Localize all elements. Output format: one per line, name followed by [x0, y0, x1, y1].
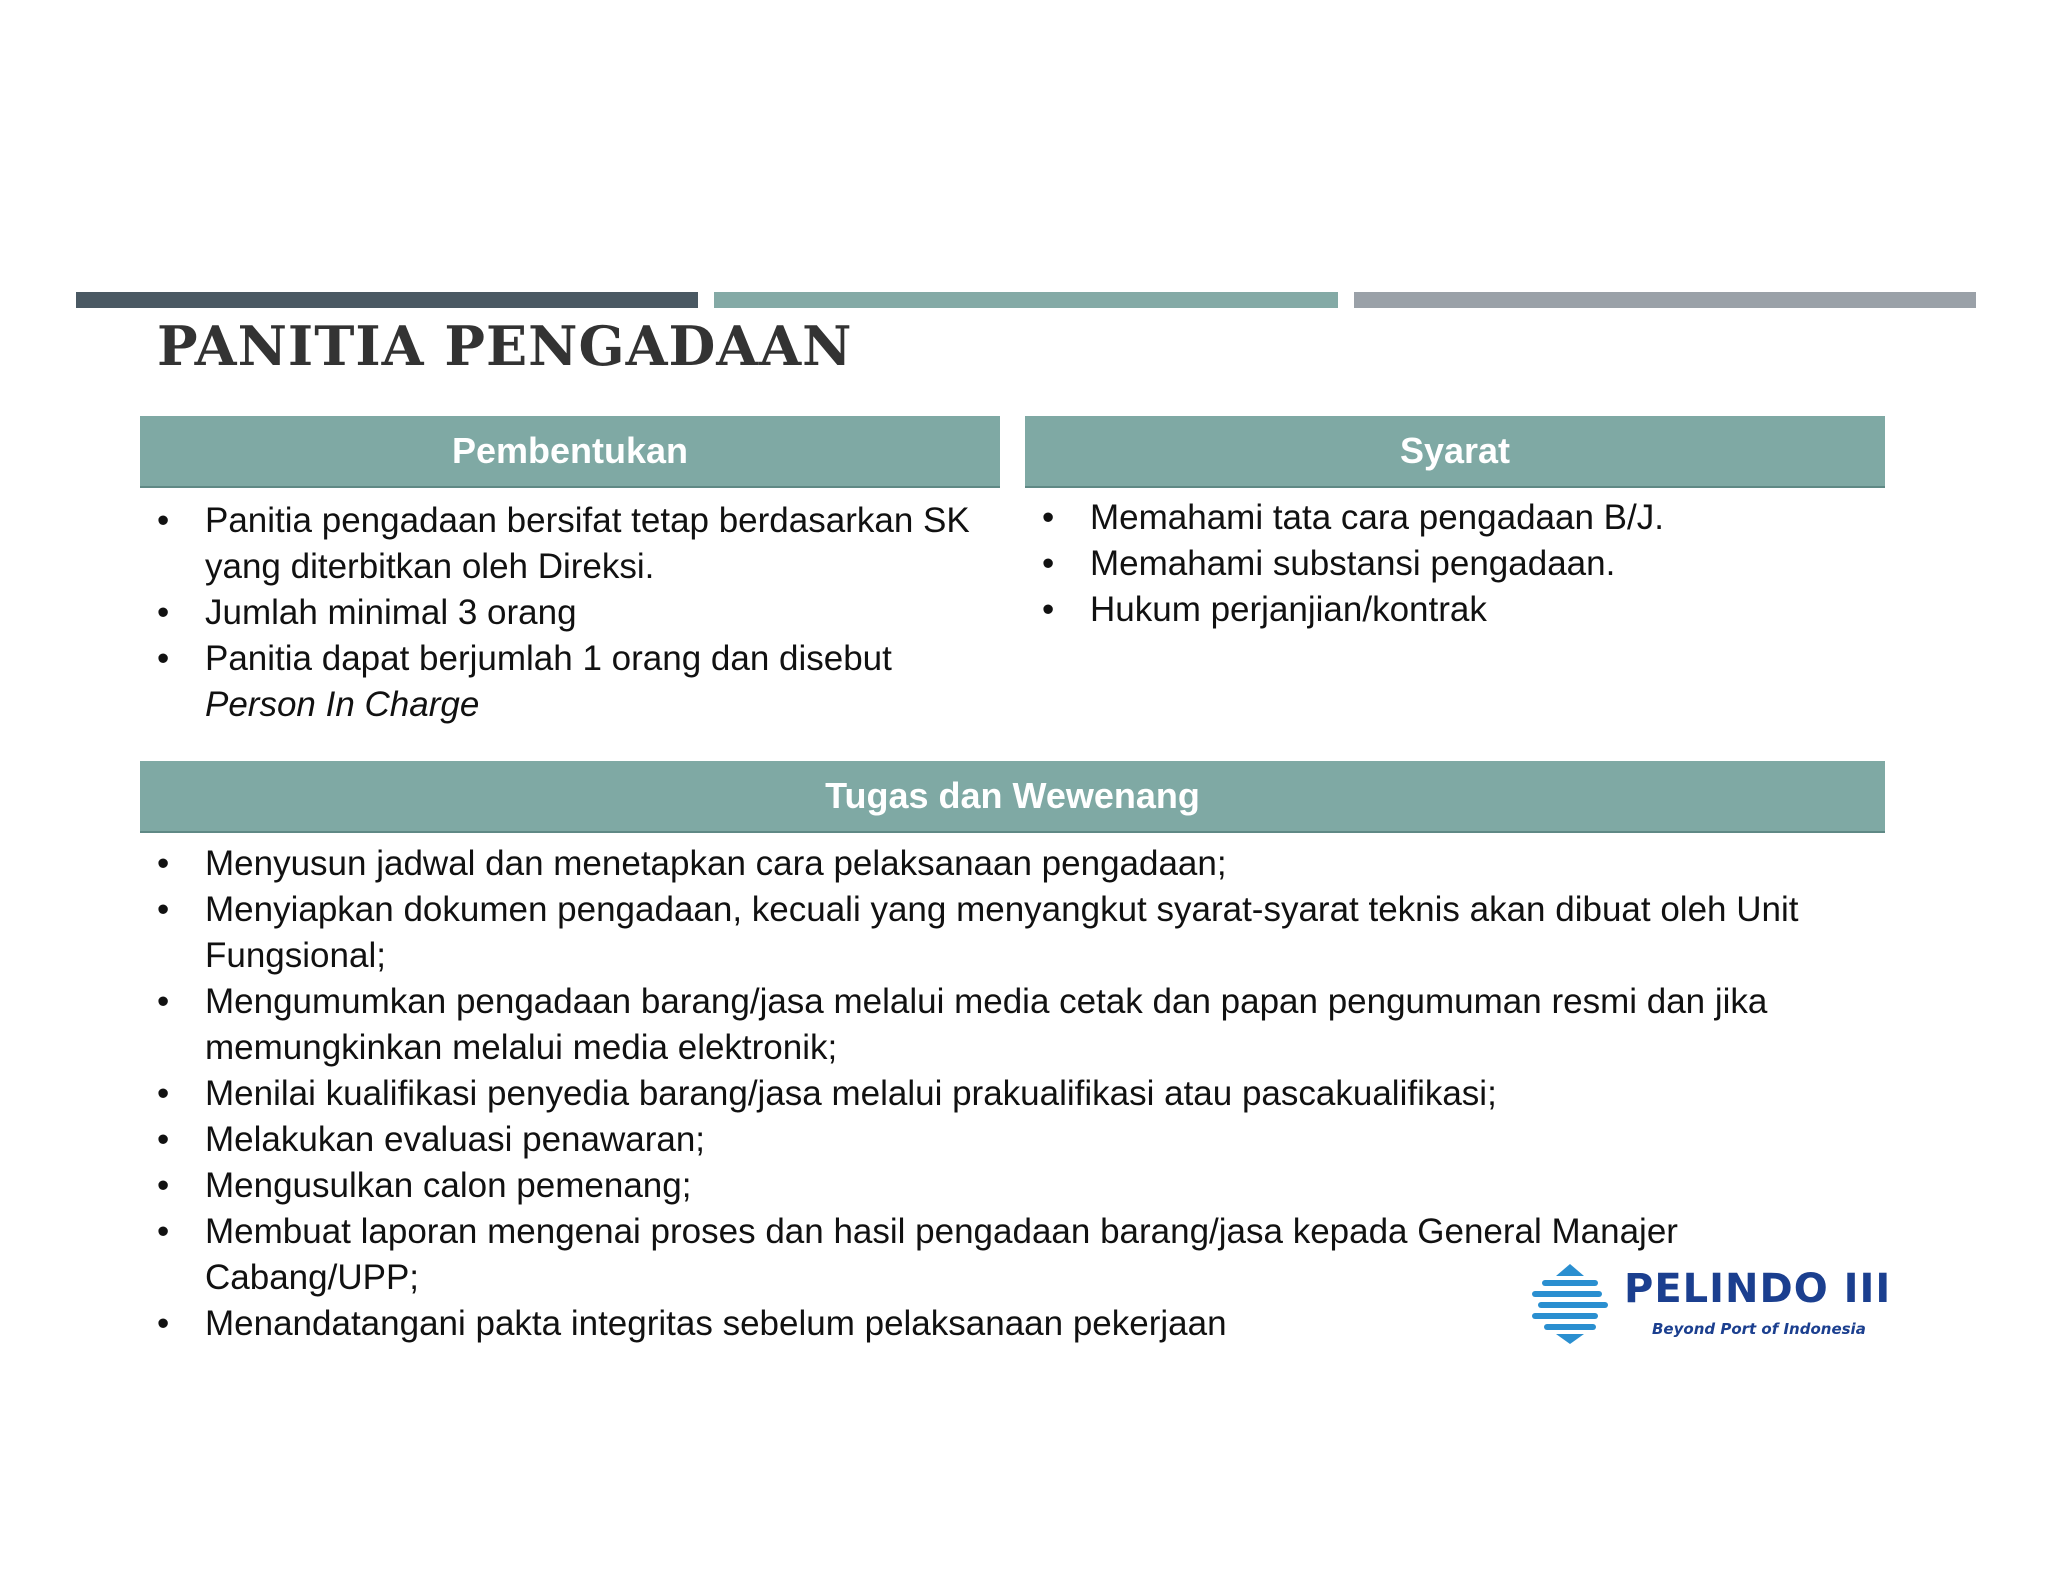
list-item-text: Mengumumkan pengadaan barang/jasa melalui media cetak dan papan pengumuman resmi dan jika memungkinkan melalui media elektronik; — [205, 982, 1768, 1067]
list-item — [140, 1117, 1900, 1163]
list-item — [1025, 587, 1885, 633]
list-item — [140, 979, 1900, 1071]
list-item — [140, 636, 1000, 728]
list-item — [140, 590, 1000, 636]
list-item — [140, 498, 1000, 590]
syarat-header: Syarat — [1025, 416, 1885, 486]
title-bar-teal — [714, 292, 1338, 308]
list-item — [1025, 495, 1885, 541]
list-item-text: Membuat laporan mengenai proses dan hasil pengadaan barang/jasa kepada General Manajer Cabang/UPP; — [205, 1212, 1678, 1297]
list-item — [140, 1071, 1900, 1117]
logo-tagline: Beyond Port of Indonesia — [1652, 1320, 1866, 1338]
list-item-text: Menyiapkan dokumen pengadaan, kecuali yang menyangkut syarat-syarat teknis akan dibuat oleh Unit Fungsional; — [205, 890, 1799, 975]
list-item-italic-text: Person In Charge — [205, 685, 480, 724]
title-bar-dark — [76, 292, 698, 308]
list-item-text: Memahami tata cara pengadaan B/J. — [1090, 498, 1664, 537]
tugas-header: Tugas dan Wewenang — [140, 761, 1885, 831]
page-title: PANITIA PENGADAAN — [157, 314, 853, 378]
list-item-text: Hukum perjanjian/kontrak — [1090, 590, 1487, 629]
list-item-text: Panitia dapat berjumlah 1 orang dan disebut — [205, 639, 892, 678]
list-item-text: Menandatangani pakta integritas sebelum pelaksanaan pekerjaan — [205, 1304, 1227, 1343]
pembentukan-header: Pembentukan — [140, 416, 1000, 486]
title-bar-gray — [1354, 292, 1976, 308]
list-item-text: Jumlah minimal 3 orang — [205, 593, 577, 632]
list-item-text: Mengusulkan calon pemenang; — [205, 1166, 692, 1205]
list-item-text: Panitia pengadaan bersifat tetap berdasarkan SK yang diterbitkan oleh Direksi. — [205, 501, 970, 586]
list-item-text: Melakukan evaluasi penawaran; — [205, 1120, 706, 1159]
list-item — [140, 1163, 1900, 1209]
logo-wordmark: PELINDO III — [1624, 1266, 1892, 1312]
list-item — [1025, 541, 1885, 587]
list-item — [140, 887, 1900, 979]
syarat-list — [1025, 495, 1885, 633]
pelindo-logo — [1532, 1264, 1892, 1344]
list-item-text: Memahami substansi pengadaan. — [1090, 544, 1616, 583]
list-item — [140, 841, 1900, 887]
list-item-text: Menilai kualifikasi penyedia barang/jasa melalui prakualifikasi atau pascakualifikasi; — [205, 1074, 1497, 1113]
pelindo-logo-icon — [1532, 1264, 1608, 1344]
list-item-text: Menyusun jadwal dan menetapkan cara pelaksanaan pengadaan; — [205, 844, 1227, 883]
pembentukan-list — [140, 498, 1000, 728]
